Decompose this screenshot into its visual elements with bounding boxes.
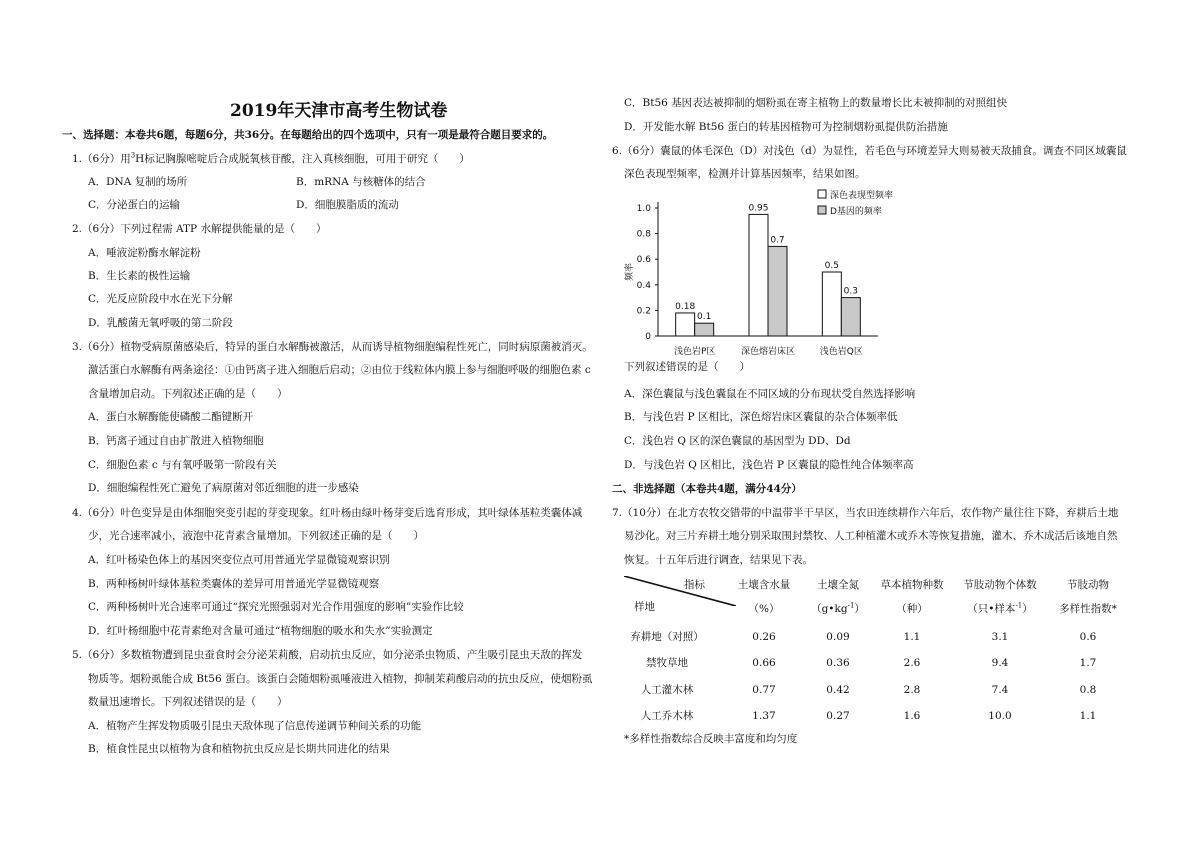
table-header: 节肢动物个体数 [963,579,1037,591]
q2-option-a: A．唾液淀粉酶水解淀粉 [88,247,201,259]
bar-phenotype-1 [749,214,768,336]
q6-option-d: D．与浅色岩 Q 区相比，浅色岩 P 区囊鼠的隐性纯合体频率高 [624,459,914,471]
table-header: 土壤含水量 [737,579,791,591]
table-footnote: *多样性指数综合反映丰富度和均匀度 [624,733,798,745]
q5-option-a: A．植物产生挥发物质吸引昆虫天敌体现了信息传递调节种间关系的功能 [88,720,422,732]
legend-label: D基因的频率 [830,207,882,217]
q1-option-b: B．mRNA 与核糖体的结合 [296,176,426,188]
q6-option-b: B．与浅色岩 P 区相比，深色熔岩床区囊鼠的杂合体频率低 [624,411,898,423]
question-6-prompt: 下列叙述错误的是（ ） [624,361,750,373]
y-tick-label: 0.8 [636,229,651,240]
table-row-label: 人工乔木林 [640,710,694,722]
table-header-unit: $(g•kg^{-1})$ [811,601,865,615]
table-cell: 0.27 [826,710,850,722]
table-cell: 1.6 [903,710,921,722]
q4-option-b: B．两种杨树叶绿体基粒类囊体的差异可用普通光学显微镜观察 [88,578,380,590]
q2-option-c: C．光反应阶段中水在光下分解 [88,293,233,305]
q1-option-a: A．DNA 复制的场所 [88,176,188,188]
bar-value-label: 0.18 [675,301,696,312]
q6-option-c: C．浅色岩 Q 区的深色囊鼠的基因型为 DD、Dd [624,435,851,447]
table-cell: 2.8 [903,684,921,696]
y-tick-label: 0.4 [636,280,651,291]
question-7-stem-1: 7.（10分）在北方农牧交错带的中温带半干旱区，当农田连续耕作六年后，农作物产量往往下降，弃耕后土地 [612,507,1119,519]
frequency-bar-chart [620,184,920,362]
y-tick-label: 1.0 [636,204,651,214]
question-5-stem-2: 物质等。烟粉虱能合成 Bt56 蛋白。该蛋白会随烟粉虱唾液进入植物，抑制茉莉酸启动的抗虫反应，使烟粉虱 [88,673,593,685]
q1-option-c: C．分泌蛋白的运输 [88,199,181,211]
question-2-stem: 2.（6分）下列过程需 ATP 水解提供能量的是（ ） [72,223,327,235]
table-header: 节肢动物 [1067,579,1109,591]
question-3-stem-3: 含量增加启动。下列叙述正确的是（ ） [88,388,288,400]
table-cell: 3.1 [991,631,1009,643]
q2-option-d: D．乳酸菌无氧呼吸的第二阶段 [88,317,233,329]
q5-option-d: D．开发能水解 Bt56 蛋白的转基因植物可为控制烟粉虱提供防治措施 [624,121,948,133]
y-tick-label: 0.2 [636,306,651,317]
question-5-stem-1: 5.（6分）多数植物遭到昆虫蚕食时会分泌茉莉酸，启动抗虫反应，如分泌杀虫物质、产生吸引昆虫天敌的挥发 [72,649,583,661]
q3-option-b: B．钙离子通过自由扩散进入植物细胞 [88,435,264,447]
q6-option-a: A．深色囊鼠与浅色囊鼠在不同区域的分布现状受自然选择影响 [624,388,916,400]
y-axis-label: 频率 [625,262,635,282]
legend-swatch [818,190,826,198]
table-cell: 1.1 [1079,710,1097,722]
table-cell: 0.8 [1079,684,1097,696]
table-cell: 0.09 [826,631,850,643]
x-tick-label: 深色熔岩床区 [740,347,796,357]
q3-option-a: A．蛋白水解酶能使磷酸二酯键断开 [88,411,254,423]
legend-swatch [818,206,826,214]
question-1-stem: 1.（6分）用$^3$H标记胸腺嘧啶后合成脱氧核苷酸，注入真核细胞，可用于研究（ ） [72,151,470,165]
table-cell: 1.7 [1079,657,1097,669]
question-7-stem-3: 恢复。十五年后进行调查，结果见下表。 [624,554,813,566]
bar-value-label: 0.1 [697,312,712,323]
table-row-label: 弃耕地（对照） [630,631,704,643]
q4-option-d: D．红叶杨细胞中花青素绝对含量可通过“植物细胞的吸水和失水”实验测定 [88,625,433,637]
question-5-stem-3: 数量迅速增长。下列叙述错误的是（ ） [88,696,288,708]
table-corner-indicator: 指标 [684,579,705,591]
q3-option-d: D．细胞编程性死亡避免了病原菌对邻近细胞的进一步感染 [88,482,359,494]
question-3-stem-1: 3.（6分）植物受病原菌感染后，特异的蛋白水解酶被激活，从而诱导植物细胞编程性死亡，同时病原菌被消灭。 [72,341,593,353]
x-tick-label: 浅色岩P区 [673,347,716,357]
table-cell: 0.66 [752,657,776,669]
bar-gene-1 [768,246,787,336]
question-4-stem-1: 4.（6分）叶色变异是由体细胞突变引起的芽变现象。红叶杨由绿叶杨芽变后选育形成，其叶绿体基粒类囊体减 [72,507,583,519]
section-heading-choice: 一、选择题：本卷共6题，每题6分，共36分。在每题给出的四个选项中，只有一项是最符合题目要求的。 [62,129,554,141]
q4-option-c: C．两种杨树叶光合速率可通过“探究光照强弱对光合作用强度的影响”实验作比较 [88,601,464,613]
table-cell: 0.42 [826,684,850,696]
table-cell: 1.1 [903,631,921,643]
bar-value-label: 0.95 [748,203,769,214]
table-cell: 0.77 [752,684,776,696]
q3-option-c: C．细胞色素 c 与有氧呼吸第一阶段有关 [88,459,277,471]
legend-label: 深色表现型频率 [830,191,894,201]
table-header-unit: （只•样本$^{-1}$） [967,601,1033,615]
bar-value-label: 0.3 [843,286,858,297]
table-cell: 7.4 [991,684,1009,696]
q2-option-b: B．生长素的极性运输 [88,270,191,282]
table-header-unit: （种） [896,603,928,615]
bar-value-label: 0.7 [770,235,785,246]
section-heading-nonchoice: 二、非选择题（本卷共4题，满分44分） [612,483,802,495]
question-7-stem-2: 易沙化。对三片弃耕土地分别采取围封禁牧、人工种植灌木或乔木等恢复措施，灌木、乔木成活后该地自然 [624,530,1118,542]
bar-phenotype-0 [676,313,695,336]
q4-option-a: A．红叶杨染色体上的基因突变位点可用普通光学显微镜观察识别 [88,554,390,566]
question-3-stem-2: 激活蛋白水解酶有两条途径：①由钙离子进入细胞后启动；②由位于线粒体内膜上参与细胞呼吸的细胞色素 c [88,364,591,376]
y-tick-label: 0 [645,332,651,342]
y-tick-label: 0.6 [636,255,651,266]
table-row-label: 禁牧草地 [646,657,688,669]
table-cell: 9.4 [991,657,1009,669]
q5-option-c: C．Bt56 基因表达被抑制的烟粉虱在寄主植物上的数量增长比未被抑制的对照组快 [624,97,1008,109]
question-6-stem-2: 深色表现型频率，检测并计算基因频率，结果如图。 [624,168,866,180]
table-header: 草本植物种数 [880,579,944,591]
bar-gene-2 [841,298,860,336]
table-header: 土壤全氮 [817,579,859,591]
table-header-unit: （%） [748,603,780,615]
table-header-unit: 多样性指数* [1059,603,1117,615]
bar-gene-0 [695,323,714,336]
question-4-stem-2: 少，光合速率减小，液泡中花青素含量增加。下列叙述正确的是（ ） [88,530,424,542]
table-cell: 0.26 [752,631,776,643]
table-corner-site: 样地 [634,601,655,613]
table-cell: 0.6 [1079,631,1097,643]
q5-option-b: B．植食性昆虫以植物为食和植物抗虫反应是长期共同进化的结果 [88,743,390,755]
bar-value-label: 0.5 [824,261,839,271]
table-cell: 2.6 [903,657,921,669]
page-title: 2019年天津市高考生物试卷 [230,101,448,121]
table-cell: 10.0 [988,710,1012,722]
table-row-label: 人工灌木林 [640,684,694,696]
table-cell: 0.36 [826,657,850,669]
x-tick-label: 浅色岩Q区 [819,347,863,357]
table-cell: 1.37 [752,710,776,722]
q1-option-d: D．细胞膜脂质的流动 [296,199,399,211]
question-6-stem-1: 6.（6分）囊鼠的体毛深色（D）对浅色（d）为显性，若毛色与环境差异大则易被天敌捕食。调查不同区域囊鼠 [612,145,1127,157]
bar-phenotype-2 [822,272,841,336]
